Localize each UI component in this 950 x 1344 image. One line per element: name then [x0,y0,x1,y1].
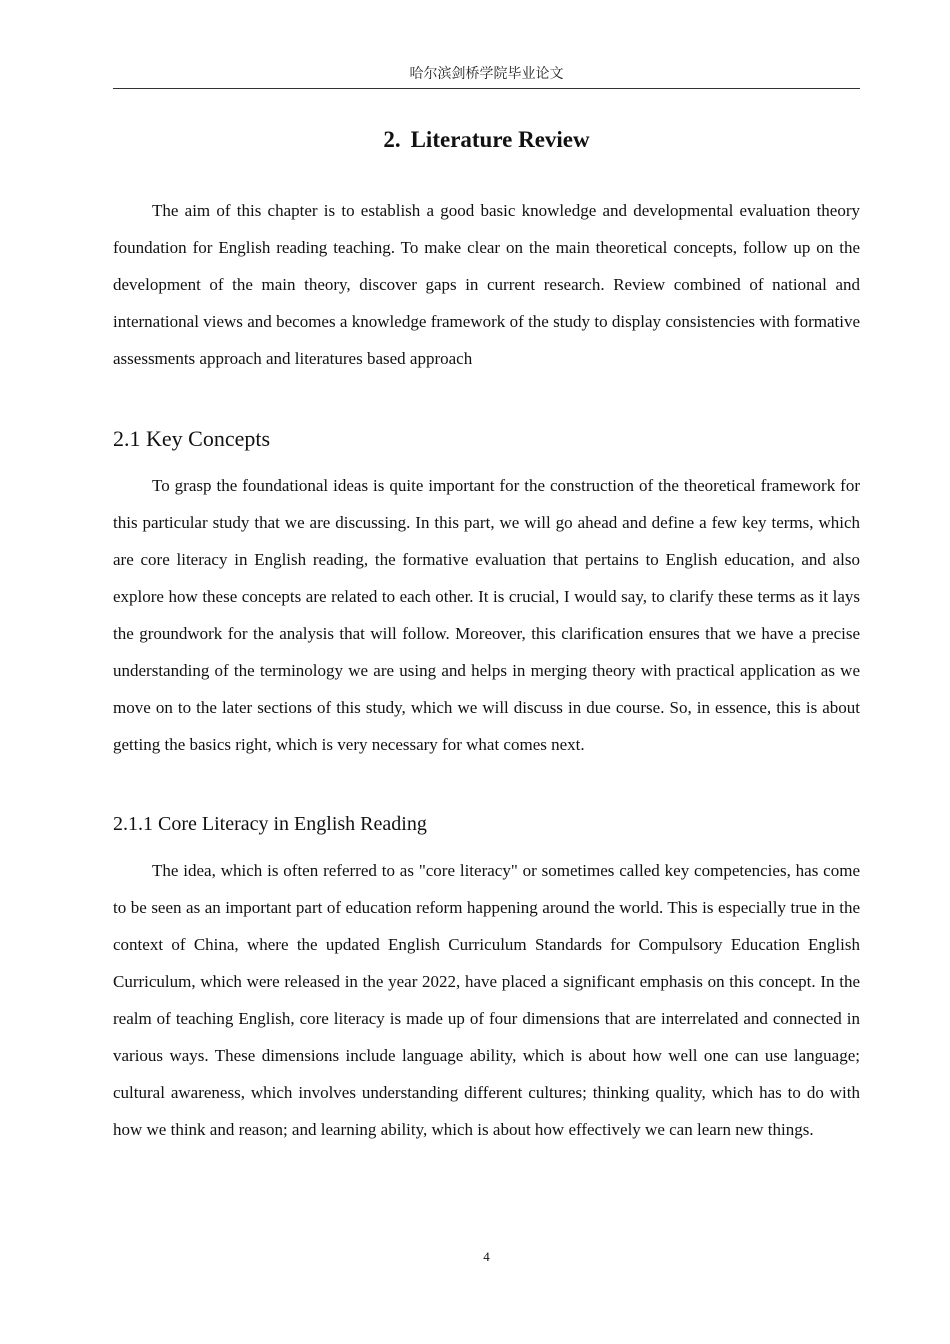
chapter-title [113,124,860,156]
running-header: 哈尔滨剑桥学院毕业论文 [409,67,564,82]
intro-paragraph: The aim of this chapter is to establish a good basic knowledge and developmental evaluation theory foundation for English reading teaching. To make clear on the main theoretical concepts, follow up on the development of the main theory, discover gaps in current research. Review combined of national and international views and becomes a knowledge framework of the study to display consistencies with formative assessments approach and literatures based approach [113,201,860,368]
page-number: 4 [483,1249,490,1264]
section-heading-2-1-1: 2.1.1 Core Literacy in English Reading [113,813,427,835]
chapter-number: 2. [383,127,401,152]
section-heading-2-1: 2.1 Key Concepts [113,426,271,451]
key-concepts-paragraph: To grasp the foundational ideas is quite important for the construction of the theoretical framework for this particular study that we are discussing. In this part, we will go ahead and define a few key terms, which are core literacy in English reading, the formative evaluation that pertains to English education, and also explore how these concepts are related to each other. It is crucial, I would say, to clarify these terms as it lays the groundwork for the analysis that will follow. Moreover, this clarification ensures that we have a precise understanding of the terminology we are using and helps in merging theory with practical application as we move on to the later sections of this study, which we will discuss in due course. So, in essence, this is about getting the basics right, which is very necessary for what comes next. [113,476,860,754]
chapter-title-text: Literature Review [410,127,590,152]
header-divider [113,88,860,89]
core-literacy-paragraph: The idea, which is often referred to as "core literacy" or sometimes called key competencies, has come to be seen as an important part of education reform happening around the world. This is especially true in the context of China, where the updated English Curriculum Standards for Compulsory Education English Curriculum, which were released in the year 2022, have placed a significant emphasis on this concept. In the realm of teaching English, core literacy is made up of four dimensions that are interrelated and connected in various ways. These dimensions include language ability, which is about how well one can use language; cultural awareness, which involves understanding different cultures; thinking quality, which has to do with how we think and reason; and learning ability, which is about how effectively we can learn new things. [113,861,860,1139]
